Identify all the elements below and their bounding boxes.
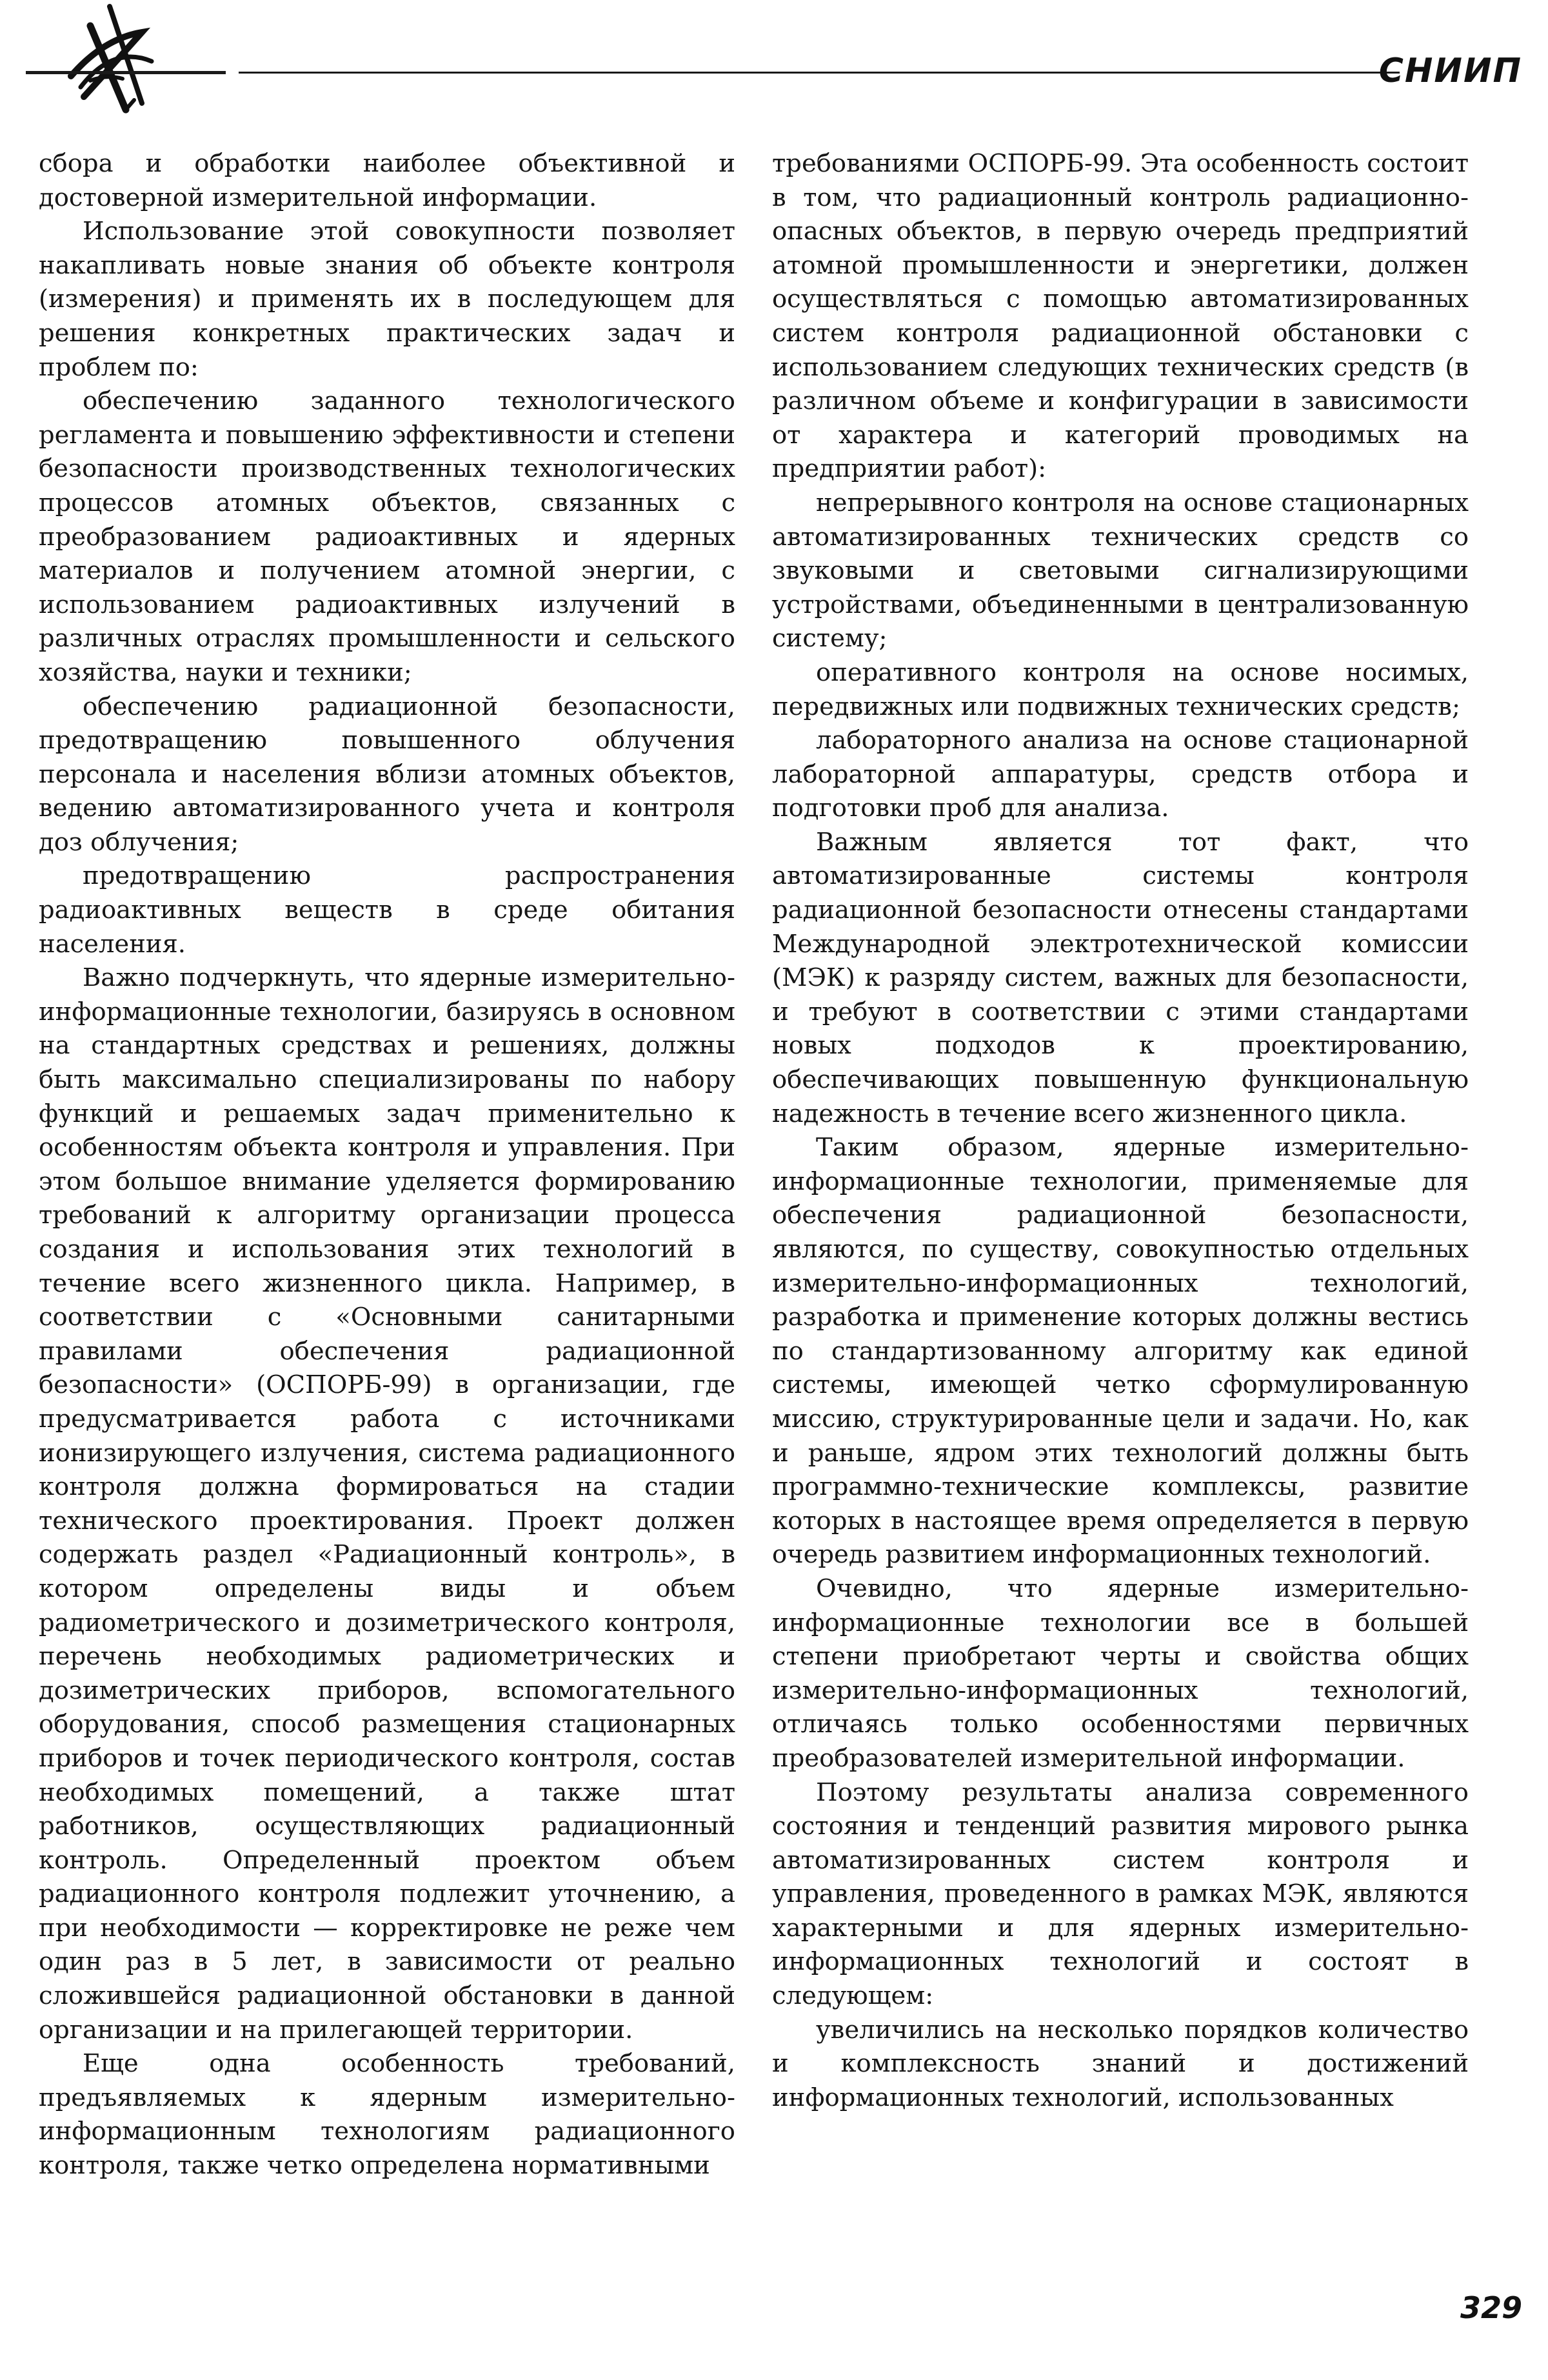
paragraph: Поэтому результаты анализа современного состояния и тенденций развития мирового рынка автоматизированных систем контроля и управления, проведенного в рамках МЭК, являются характерными и для ядерных измерительно-информационных технологий и состоят в следующем: [772, 1777, 1469, 2011]
paragraph: Еще одна особенность требований, предъявляемых к ядерным измерительно-информационным технологиям радиационного контроля, также четко определена нормативными [39, 2049, 735, 2181]
paragraph: оперативного контроля на основе носимых, передвижных или подвижных технических средств; [772, 657, 1469, 721]
paragraph: непрерывного контроля на основе стационарных автоматизированных технических средств со звуковыми и световыми сигнализирующими устройствами, объединенными в централизованную систему; [772, 488, 1469, 654]
page-header [0, 0, 1548, 129]
left-column [39, 147, 735, 2183]
paragraph: увеличились на несколько порядков количество и комплексность знаний и достижений информационных технологий, использованных [772, 2015, 1469, 2112]
journal-name: СНИИП [1378, 52, 1522, 90]
paragraph: предотвращению распространения радиоактивных веществ в среде обитания населения. [39, 861, 735, 959]
paragraph: требованиями ОСПОРБ-99. Эта особенность состоит в том, что радиационный контроль радиационно-опасных объектов, в первую очередь предприятий атомной промышленности и энергетики, должен осуществляться с помощью автоматизированных систем контроля радиационной обстановки с использованием следующих технических средств (в различном объеме и конфигурации в зависимости от характера и категорий проводимых на предприятии работ): [772, 149, 1469, 484]
sniip-logo-icon [45, 0, 206, 123]
paragraph: лабораторного анализа на основе стационарной лабораторной аппаратуры, средств отбора и подготовки проб для анализа. [772, 726, 1469, 823]
paragraph: обеспечению заданного технологического регламента и повышению эффективности и степени безопасности производственных технологических процессов атомных объектов, связанных с преобразованием радиоактивных и ядерных материалов и получением атомной энергии, с использованием радиоактивных излучений в различных отраслях промышленности и сельского хозяйства, науки и техники; [39, 386, 735, 687]
paragraph: Очевидно, что ядерные измерительно-информационные технологии все в большей степени приобретают черты и свойства общих измерительно-информационных технологий, отличаясь только особенностями первичных преобразователей измерительной информации. [772, 1574, 1469, 1773]
paragraph: Таким образом, ядерные измерительно-информационные технологии, применяемые для обеспечения радиационной безопасности, являются, по существу, совокупностью отдельных измерительно-информационных технологий, разработка и применение которых должны вестись по стандартизованному алгоритму как единой системы, имеющей четко сформулированную миссию, структурированные цели и задачи. Но, как и раньше, ядром этих технологий должны быть программно-технические комплексы, развитие которых в настоящее время определяется в первую очередь развитием информационных технологий. [772, 1133, 1469, 1570]
paragraph: Важным является тот факт, что автоматизированные системы контроля радиационной безопасности отнесены стандартами Международной электротехнической комиссии (МЭК) к разряду систем, важных для безопасности, и требуют в соответствии с этими стандартами новых подходов к проектированию, обеспечивающих повышенную функциональную надежность в течение всего жизненного цикла. [772, 827, 1469, 1128]
page-number: 329 [1460, 2290, 1522, 2325]
header-rule [239, 72, 1400, 74]
header-rule-left [26, 71, 226, 74]
paragraph: Важно подчеркнуть, что ядерные измерительно-информационные технологии, базируясь в основном на стандартных средствах и решениях, должны быть максимально специализированы по набору функций и решаемых задач применительно к особенностям объекта контроля и управления. При этом большое внимание уделяется формированию требований к алгоритму организации процесса создания и использования этих технологий в течение всего жизненного цикла. Например, в соответствии с «Основными санитарными правилами обеспечения радиационной безопасности» (ОСПОРБ-99) в организации, где предусматривается работа с источниками ионизирующего излучения, система радиационного контроля должна формироваться на стадии технического проектирования. Проект должен содержать раздел «Радиационный контроль», в котором определены виды и объем радиометрического и дозиметрического контроля, перечень необходимых радиометрических и дозиметрических приборов, вспомогательного оборудования, способ размещения стационарных приборов и точек периодического контроля, состав необходимых помещений, а также штат работников, осуществляющих радиационный контроль. Определенный проектом объем радиационного контроля подлежит уточнению, а при необходимости — корректировке не реже чем один раз в 5 лет, в зависимости от реально сложившейся радиационной обстановки в данной организации и на прилегающей территории. [39, 963, 735, 2045]
paragraph: Использование этой совокупности позволяет накапливать новые знания об объекте контроля (измерения) и применять их в последующем для решения конкретных практических задач и проблем по: [39, 217, 735, 382]
paragraph: сбора и обработки наиболее объективной и достоверной измерительной информации. [39, 149, 735, 212]
paragraph: обеспечению радиационной безопасности, предотвращению повышенного облучения персонала и населения вблизи атомных объектов, ведению автоматизированного учета и контроля доз облучения; [39, 692, 735, 857]
right-column [772, 147, 1469, 2115]
